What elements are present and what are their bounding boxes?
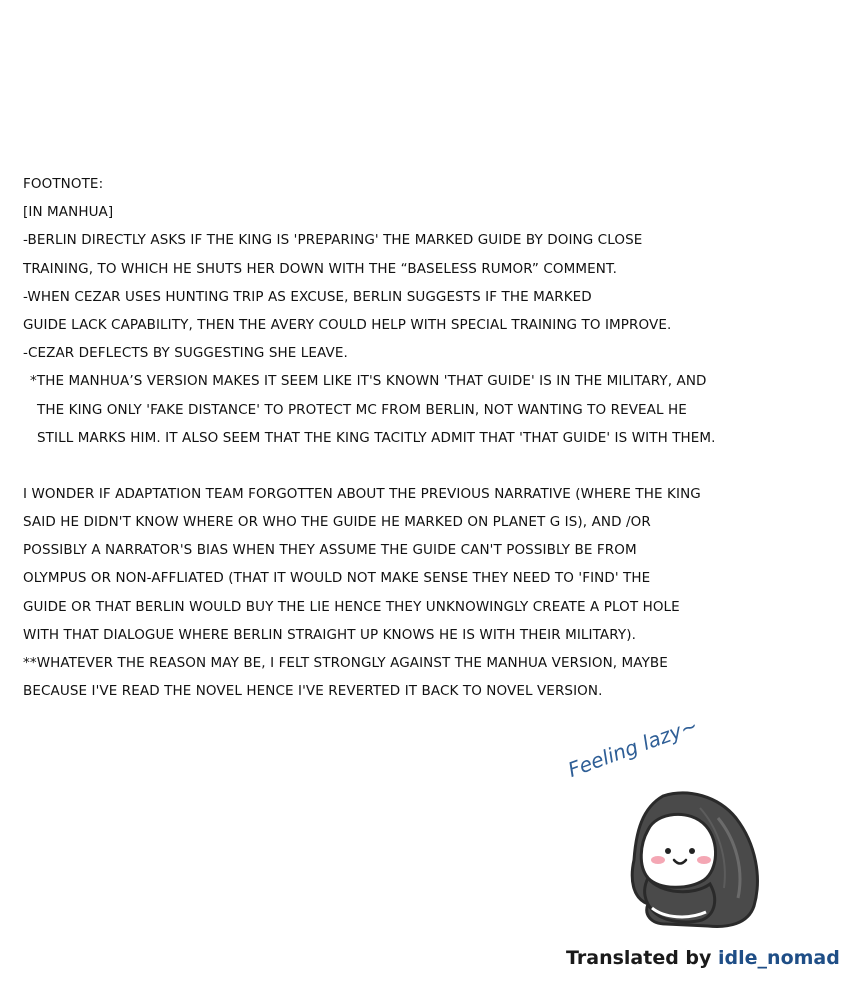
footnote-line: -CEZAR DEFLECTS BY SUGGESTING SHE LEAVE.	[23, 345, 348, 362]
footnote-block	[23, 170, 838, 705]
footnote-line: GUIDE LACK CAPABILITY, THEN THE AVERY COULD HELP WITH SPECIAL TRAINING TO IMPROVE.	[23, 316, 672, 333]
sticker-caption: Feeling lazy~	[564, 712, 701, 782]
translator-name: idle_nomad	[718, 947, 840, 969]
footnote-line: -BERLIN DIRECTLY ASKS IF THE KING IS 'PREPARING' THE MARKED GUIDE BY DOING CLOSE	[23, 232, 643, 249]
lazy-blanket-mascot-icon	[568, 748, 768, 933]
footnote-line: TRAINING, TO WHICH HE SHUTS HER DOWN WITH THE “BASELESS RUMOR” COMMENT.	[23, 260, 618, 277]
paragraph-line: BECAUSE I'VE READ THE NOVEL HENCE I'VE REVERTED IT BACK TO NOVEL VERSION.	[23, 683, 603, 700]
translator-credit	[566, 947, 840, 969]
paragraph-line: I WONDER IF ADAPTATION TEAM FORGOTTEN ABOUT THE PREVIOUS NARRATIVE (WHERE THE KING	[23, 485, 701, 502]
footnote-line: -WHEN CEZAR USES HUNTING TRIP AS EXCUSE, BERLIN SUGGESTS IF THE MARKED	[23, 288, 592, 305]
paragraph-line: OLYMPUS OR NON-AFFLIATED (THAT IT WOULD NOT MAKE SENSE THEY NEED TO 'FIND' THE	[23, 570, 651, 587]
paragraph-line: WITH THAT DIALOGUE WHERE BERLIN STRAIGHT UP KNOWS HE IS WITH THEIR MILITARY).	[23, 626, 636, 643]
footnote-heading: FOOTNOTE:	[23, 176, 104, 192]
paragraph-line: SAID HE DIDN'T KNOW WHERE OR WHO THE GUIDE HE MARKED ON PLANET G IS), AND /OR	[23, 514, 651, 531]
paragraph-line: POSSIBLY A NARRATOR'S BIAS WHEN THEY ASSUME THE GUIDE CAN'T POSSIBLY BE FROM	[23, 542, 637, 559]
star-note-line: STILL MARKS HIM. IT ALSO SEEM THAT THE KING TACITLY ADMIT THAT 'THAT GUIDE' IS WITH THEM.	[37, 429, 716, 446]
paragraph-line: **WHATEVER THE REASON MAY BE, I FELT STRONGLY AGAINST THE MANHUA VERSION, MAYBE	[23, 655, 668, 671]
paragraph-line: GUIDE OR THAT BERLIN WOULD BUY THE LIE HENCE THEY UNKNOWINGLY CREATE A PLOT HOLE	[23, 598, 680, 615]
footnote-section-label: [IN MANHUA]	[23, 204, 114, 221]
credit-prefix: Translated by	[566, 947, 719, 969]
paragraph-gap	[23, 452, 838, 480]
star-note-line: *THE MANHUA’S VERSION MAKES IT SEEM LIKE IT'S KNOWN 'THAT GUIDE' IS IN THE MILITARY, AND	[30, 373, 707, 390]
star-note-line: THE KING ONLY 'FAKE DISTANCE' TO PROTECT MC FROM BERLIN, NOT WANTING TO REVEAL HE	[37, 401, 687, 418]
